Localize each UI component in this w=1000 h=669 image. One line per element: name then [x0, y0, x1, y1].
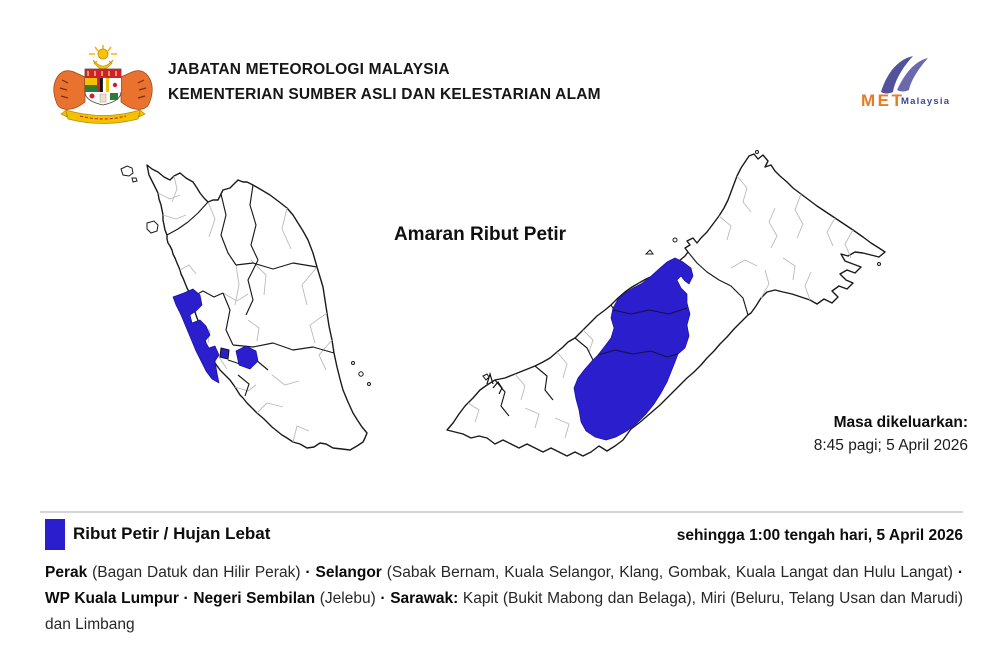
- legend-divider: [40, 511, 963, 513]
- affected-areas-text: Perak (Bagan Datuk dan Hilir Perak) · Selangor (Sabak Bernam, Kuala Selangor, Klang, Gombak, Kuala Langat dan Hulu Langat) · WP Kuala Lumpur · Negeri Sembilan (Jelebu) · Sarawak: Kapit (Bukit Mabong dan Belaga), Miri (Beluru, Telang Usan dan Marudi) dan Limbang: [45, 564, 964, 633]
- peninsular-malaysia-map: [88, 145, 398, 510]
- langkawi-island: [121, 166, 137, 182]
- malaysia-coat-of-arms-icon: [48, 42, 158, 127]
- issued-time-value: 8:45 pagi; 5 April 2026: [813, 437, 968, 454]
- legend-label: Ribut Petir / Hujan Lebat: [73, 524, 271, 543]
- agency-name: JABATAN METEOROLOGI MALAYSIA: [168, 61, 450, 78]
- ministry-name: KEMENTERIAN SUMBER ASLI DAN KELESTARIAN ALAM: [168, 86, 601, 103]
- issued-time-label: Masa dikeluarkan:: [833, 414, 968, 431]
- agency-header: [168, 57, 601, 107]
- met-logo-subtext: Malaysia: [901, 96, 951, 107]
- legend-validity: sehingga 1:00 tengah hari, 5 April 2026: [676, 527, 963, 544]
- legend-swatch: [45, 519, 65, 550]
- met-logo-text: MET: [861, 91, 905, 110]
- met-malaysia-logo: [845, 50, 980, 120]
- warning-region-kuala-lumpur: [220, 348, 229, 359]
- map-title: Amaran Ribut Petir: [393, 224, 567, 245]
- penang-island: [147, 221, 158, 233]
- issued-time-block: [814, 411, 968, 457]
